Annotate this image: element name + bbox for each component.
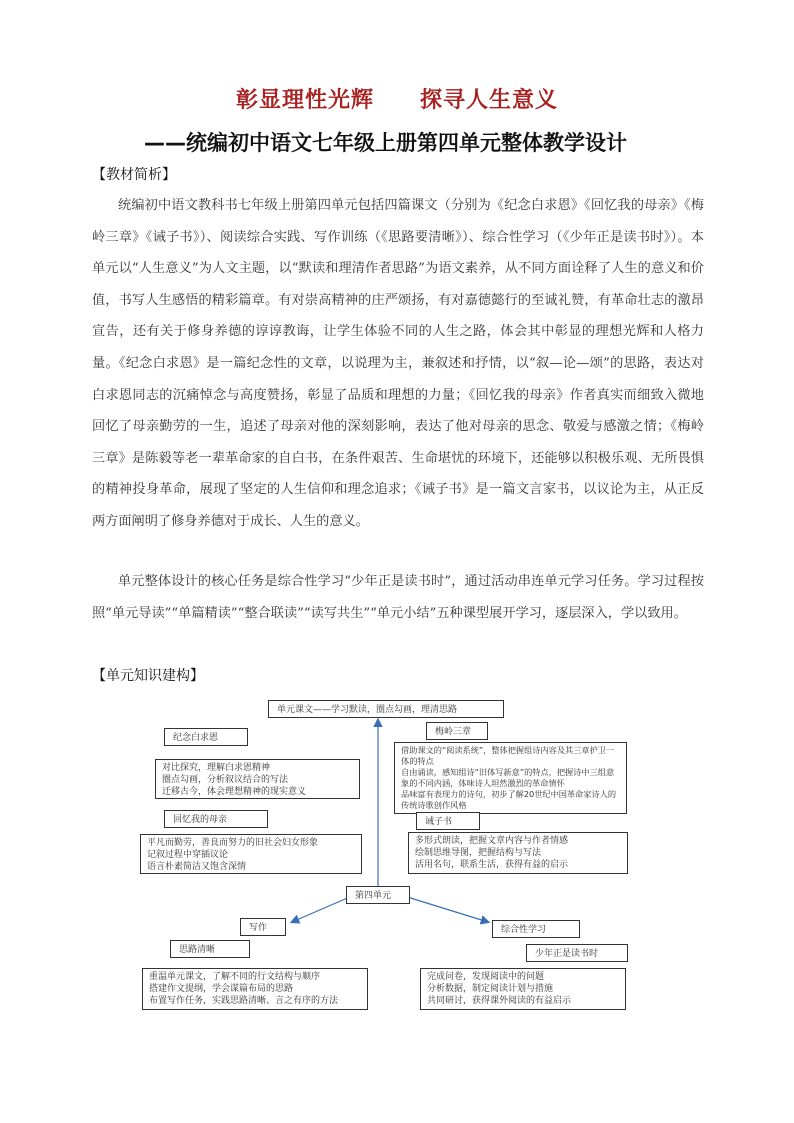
comprehensive-line: 共同研讨，获得课外阅读的有益启示 — [427, 996, 572, 1006]
jiezi-line: 绘制思维导图，把握结构与写法 — [415, 848, 542, 858]
comprehensive-label: 综合性学习 — [492, 920, 580, 938]
top-unit-texts-box: 单元课文——学习默读，圈点勾画，理清思路 — [268, 700, 504, 718]
center-unit-box: 第四单元 — [346, 886, 410, 904]
huiyi-content-box — [140, 834, 362, 874]
comprehensive-sub-label: 少年正是读书时 — [526, 944, 628, 962]
huiyi-line: 记叙过程中穿插议论 — [147, 850, 229, 860]
writing-line: 重温单元课文，了解不同的行文结构与顺序 — [149, 972, 321, 982]
writing-sub-label: 思路清晰 — [170, 940, 250, 958]
writing-content-box — [142, 968, 368, 1010]
jiezi-line: 活用名句，联系生活，获得有益的启示 — [415, 860, 569, 870]
comprehensive-line: 分析数据，制定阅读计划与措施 — [427, 984, 554, 994]
jinian-line: 圈点勾画，分析叙议结合的写法 — [162, 775, 289, 785]
writing-line: 搭建作文提纲，学会谋篇布局的思路 — [149, 984, 294, 994]
jinian-line: 迁移古今，体会理想精神的现实意义 — [162, 787, 307, 797]
writing-line: 布置写作任务，实践思路清晰、言之有序的方法 — [149, 996, 339, 1006]
arrow-to-comprehensive — [404, 896, 488, 922]
jiezi-label: 诫子书 — [416, 812, 480, 830]
jiezi-line: 多形式朗读，把握文章内容与作者情感 — [415, 836, 569, 846]
meiling-line: 品味富有表现力的诗句，初步了解20世纪中国革命家诗人的传统诗歌创作风格 — [401, 789, 617, 810]
comprehensive-line: 完成问卷，发现阅读中的问题 — [427, 972, 545, 982]
page-subtitle: ——统编初中语文七年级上册第四单元整体教学设计 — [144, 131, 627, 155]
jiezi-content-box — [408, 832, 628, 874]
jinian-line: 对比探究，理解白求恩精神 — [162, 763, 271, 773]
paragraph-textbook-analysis: 统编初中语文教科书七年级上册第四单元包括四篇课文（分别为《纪念白求恩》《回忆我的母亲》《梅岭三章》《诫子书》）、阅读综合实践、写作训练（《思路要清晰》）、综合性学习（《少年正是读书时》）。本单元以“人生意义”为人文主题，以“默读和理清作者思路”为语文素养，从不同方面诠释了人生的意义和价值，书写人生感悟的精彩篇章。有对崇高精神的庄严颂扬，有对嘉德懿行的至诚礼赞，有革命壮志的激昂宣告，还有关于修身养德的谆谆教诲，让学生体验不同的人生之路，体会其中彰显的理想光辉和人格力量。《纪念白求恩》是一篇纪念性的文章，以说理为主，兼叙述和抒情，以“叙—论—颂”的思路，表达对白求恩同志的沉痛悼念与高度赞扬，彰显了品质和理想的力量；《回忆我的母亲》作者真实而细致入微地回忆了母亲勤劳的一生，追述了母亲对他的深刻影响，表达了他对母亲的思念、敬爱与感激之情；《梅岭三章》是陈毅等老一辈革命家的自白书，在条件艰苦、生命堪忧的环境下，还能够以积极乐观、无所畏惧的精神投身革命，展现了坚定的人生信仰和理念追求；《诫子书》是一篇文言家书，以议论为主，从正反两方面阐明了修身养德对于成长、人生的意义。 — [92, 198, 704, 529]
section-heading-textbook: 【教材简析】 — [92, 167, 176, 183]
huiyi-label: 回忆我的母亲 — [164, 810, 268, 828]
huiyi-line: 语言朴素简洁又饱含深情 — [147, 862, 247, 872]
jinian-content-box — [155, 759, 360, 799]
arrow-to-writing — [292, 896, 352, 922]
page-title: 彰显理性光辉 探寻人生意义 — [235, 88, 558, 113]
meiling-line: 自由诵读，感知组诗“旧体写新意”的特点，把握诗中三组意象的不同内涵，体味诗人坦然激烈的革命情怀 — [401, 767, 615, 788]
paragraph-unit-design: 单元整体设计的核心任务是综合性学习“少年正是读书时”，通过活动串连单元学习任务。学习过程按照“单元导读”“单篇精读”“整合联读”“读写共生”“单元小结”五种课型展开学习，逐层深入，学以致用。 — [92, 574, 704, 621]
meiling-line: 借助课文的“阅读系统”，整体把握组诗内容及其三章护卫一体的特点 — [401, 745, 615, 766]
section-heading-knowledge: 【单元知识建构】 — [92, 668, 204, 684]
meiling-content-box — [394, 742, 627, 814]
jinian-label: 纪念白求恩 — [164, 728, 248, 746]
huiyi-line: 平凡而勤劳，善良而努力的旧社会妇女形象 — [147, 838, 319, 848]
writing-label: 写作 — [240, 918, 286, 936]
meiling-label: 梅岭三章 — [426, 722, 488, 740]
comprehensive-content-box — [420, 968, 626, 1010]
